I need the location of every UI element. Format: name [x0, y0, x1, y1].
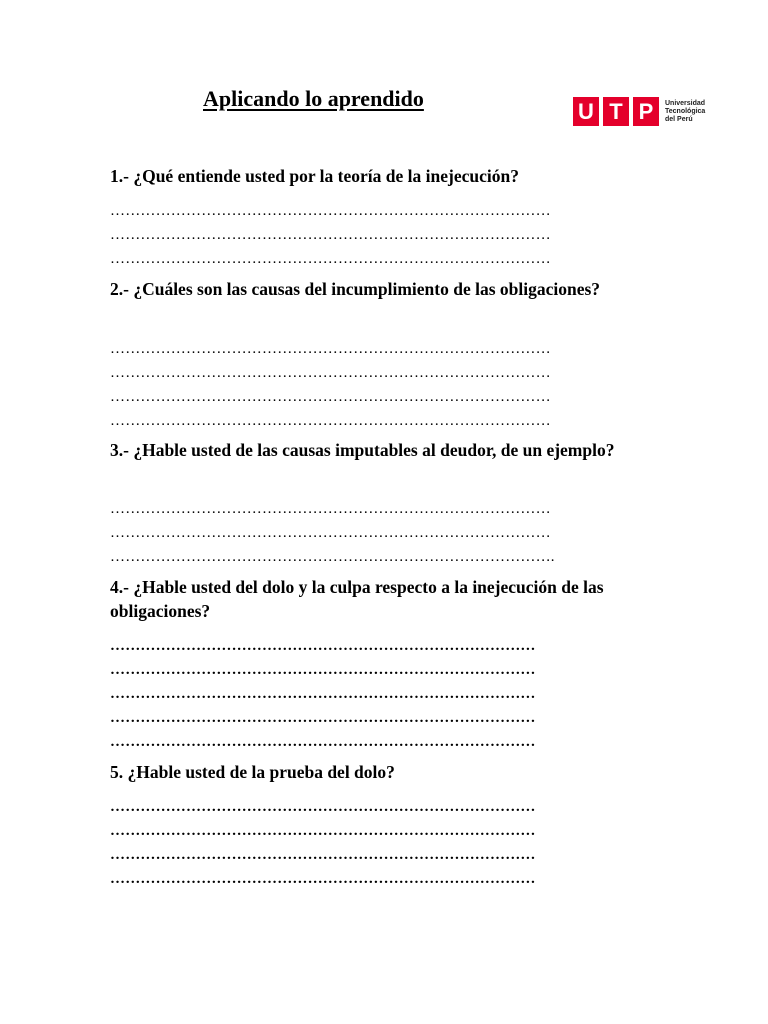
answer-line: …………………………………………………………………………… — [110, 251, 551, 267]
answer-line: …………………………………………………………………………… — [110, 203, 551, 219]
answer-line: ………………………………………………………………………… — [110, 871, 536, 887]
logo-letter-t: T — [603, 97, 629, 126]
answer-line: ………………………………………………………………………… — [110, 710, 536, 726]
page-title: Aplicando lo aprendido — [203, 86, 424, 111]
question-4: 4.- ¿Hable usted del dolo y la culpa respecto a la inejecución de las obligaciones? — [110, 577, 604, 621]
answer-line: …………………………………………………………………………… — [110, 227, 551, 243]
answer-line: …………………………………………………………………………… — [110, 341, 551, 357]
answer-line: …………………………………………………………………………… — [110, 525, 551, 541]
answer-line: ………………………………………………………………………… — [110, 686, 536, 702]
logo-letter-u: U — [573, 97, 599, 126]
question-5: 5. ¿Hable usted de la prueba del dolo? — [110, 762, 395, 782]
logo-line-3: del Perú — [665, 115, 693, 123]
answer-line: ………………………………………………………………………… — [110, 734, 536, 750]
answer-line: ………………………………………………………………………… — [110, 638, 536, 654]
question-1: 1.- ¿Qué entiende usted por la teoría de la inejecución? — [110, 166, 519, 186]
question-3: 3.- ¿Hable usted de las causas imputables al deudor, de un ejemplo? — [110, 440, 615, 460]
answer-line: …………………………………………………………………………… — [110, 413, 551, 429]
answer-line: ………………………………………………………………………… — [110, 662, 536, 678]
utp-logo — [573, 97, 705, 126]
logo-line-2: Tecnológica — [665, 107, 706, 115]
logo-text — [665, 100, 705, 124]
logo-line-1: Universidad — [665, 99, 706, 107]
answer-line: …………………………………………………………………………… — [110, 501, 551, 517]
question-2: 2.- ¿Cuáles son las causas del incumplimiento de las obligaciones? — [110, 279, 601, 299]
answer-line: ………………………………………………………………………… — [110, 847, 536, 863]
answer-line: ………………………………………………………………………… — [110, 823, 536, 839]
answer-line: …………………………………………………………………………… — [110, 389, 551, 405]
answer-line: ……………………………………………………………………………. — [110, 549, 555, 565]
answer-line: …………………………………………………………………………… — [110, 365, 551, 381]
logo-letter-p: P — [633, 97, 659, 126]
answer-line: ………………………………………………………………………… — [110, 799, 536, 815]
